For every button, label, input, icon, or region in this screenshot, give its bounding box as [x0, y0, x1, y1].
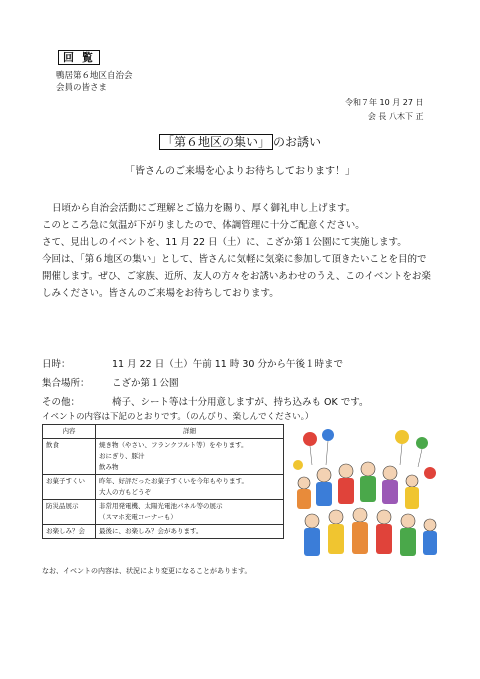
person-icon [328, 510, 344, 554]
table-row [43, 500, 284, 525]
row-category: 防災品展示 [43, 500, 96, 525]
detail-date-value: 11 月 22 日（土）午前 11 時 30 分から午後１時まで [112, 359, 343, 370]
row-detail [96, 439, 284, 475]
row-detail-line: 昨年、好評だったお菓子すくいを今年もやります。 [99, 477, 248, 485]
detail-date [42, 355, 369, 374]
org-name: 鴨居第６地区自治会 [56, 71, 133, 81]
detail-place [42, 374, 369, 393]
body-text [42, 200, 452, 302]
person-icon [338, 464, 354, 504]
table-header-row [43, 425, 284, 439]
row-detail-line: （スマホ充電コーナーも） [99, 513, 177, 521]
row-detail-line: 非常用発電機、太陽光電池パネル等の展示 [99, 502, 223, 510]
recipient-block [56, 70, 133, 94]
row-category: 飲食 [43, 439, 96, 475]
crowd-with-balloons-illustration [290, 425, 440, 565]
person-icon [382, 466, 398, 504]
person-icon [297, 477, 311, 509]
row-detail [96, 475, 284, 500]
balloon-icon [395, 430, 409, 444]
row-detail-line: 最後に、お楽しみ？会があります。 [99, 527, 203, 535]
table-row [43, 439, 284, 475]
balloon-icon [416, 437, 428, 449]
person-icon [423, 519, 437, 555]
header-detail: 詳細 [96, 425, 284, 439]
body-line-2: このところ急に気温が下がりましたので、体調管理に十分ご配意ください。 [42, 220, 365, 231]
row-category: お菓子すくい [43, 475, 96, 500]
row-detail-line: おにぎり、豚汁 [99, 452, 145, 460]
crowd [297, 462, 437, 556]
body-line-6: しみください。皆さんのご来場をお待ちしております。 [42, 288, 279, 299]
body-line-5: 開催します。ぜひ、ご家族、近所、友人の方々をお誘いあわせのうえ、このイベントをお楽 [42, 271, 431, 282]
person-icon [352, 508, 368, 554]
row-detail [96, 525, 284, 539]
sender-name: 会 長 八木下 正 [367, 112, 424, 121]
events-table [42, 424, 284, 539]
title-boxed: 「第６地区の集い」 [159, 134, 273, 150]
row-category: お楽しみ？会 [43, 525, 96, 539]
recipient: 会員の皆さま [56, 83, 108, 93]
event-details [42, 355, 369, 412]
balloon-icon [303, 432, 317, 446]
page-subtitle: 「皆さんのご来場を心よりお待ちしております！」 [125, 166, 355, 177]
balloon-icon [322, 429, 334, 441]
table-row [43, 475, 284, 500]
sender-block [345, 96, 424, 124]
kairan-label: 回 覧 [58, 50, 100, 65]
page-title [0, 133, 480, 150]
person-icon [316, 468, 332, 506]
person-icon [376, 510, 392, 554]
table-row [43, 525, 284, 539]
issue-date: 令和７年 10 月 27 日 [345, 98, 424, 107]
body-line-1: 日頃から自治会活動にご理解とご協力を賜り、厚く御礼申し上げます。 [52, 203, 356, 214]
detail-place-label: 集合場所： [42, 378, 90, 389]
detail-other-label: その他： [42, 397, 81, 408]
body-line-4: 今回は、「第６地区の集い」として、皆さんに気軽に気楽に参加して頂きたいことを目的で [42, 254, 427, 265]
body-line-3: さて、見出しのイベントを、11 月 22 日（土）に、こざか第１公園にて実施します。 [42, 237, 407, 248]
detail-other-value: 椅子、シート等は十分用意しますが、持ち込みも OK です。 [112, 397, 369, 408]
row-detail-line: 焼き物（やさい、フランクフルト等）をやります。 [99, 441, 248, 449]
person-icon [400, 514, 416, 556]
detail-place-value: こざか第１公園 [112, 378, 179, 389]
person-icon [360, 462, 376, 502]
events-intro: イベントの内容は下記のとおりです。（のんびり、楽しんでください。） [42, 412, 314, 422]
row-detail [96, 500, 284, 525]
person-icon [304, 514, 320, 556]
person-icon [405, 475, 419, 509]
row-detail-line: 大人の方もどうぞ [99, 488, 151, 496]
row-detail-line: 飲み物 [99, 463, 119, 471]
balloon-icon [424, 467, 436, 479]
events-note: なお、イベントの内容は、状況により変更になることがあります。 [42, 567, 252, 575]
header-content: 内容 [43, 425, 96, 439]
detail-date-label: 日時： [42, 359, 71, 370]
balloon-icon [293, 460, 303, 470]
title-suffix: のお誘い [273, 135, 322, 149]
